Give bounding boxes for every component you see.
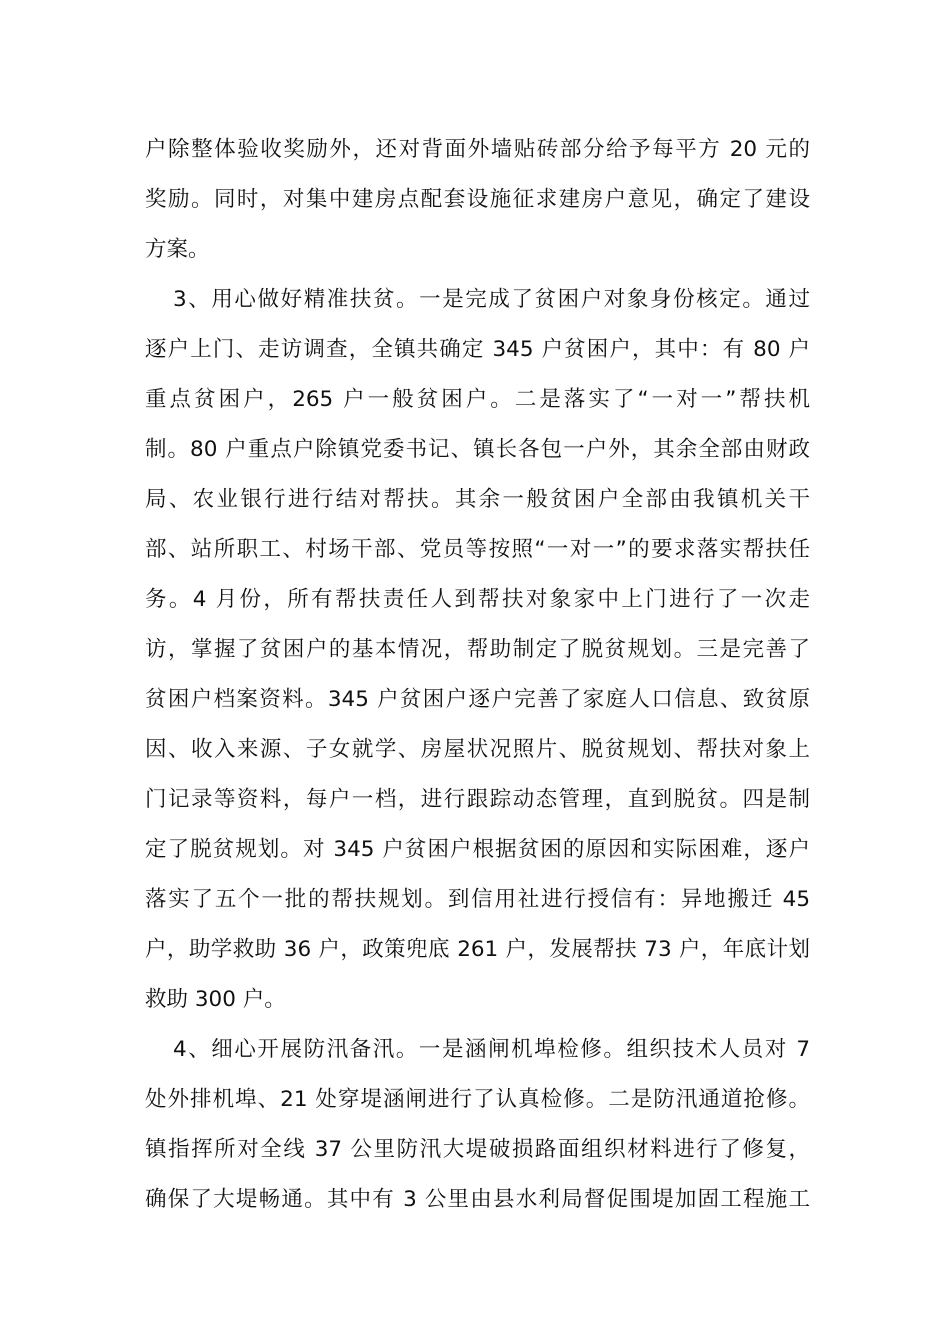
text-line: 门记录等资料，每户一档，进行跟踪动态管理，直到脱贫。四是制 bbox=[145, 787, 810, 812]
text-line: 镇指挥所对全线 37 公里防汛大堤破损路面组织材料进行了修复， bbox=[145, 1137, 810, 1162]
text-line: 务。4 月份，所有帮扶责任人到帮扶对象家中上门进行了一次走 bbox=[145, 587, 810, 612]
text-line: 局、农业银行进行结对帮扶。其余一般贫困户全部由我镇机关干 bbox=[145, 487, 810, 512]
text-line: 户，助学救助 36 户，政策兜底 261 户，发展帮扶 73 户，年底计划 bbox=[145, 937, 810, 962]
text-line: 处外排机埠、21 处穿堤涵闸进行了认真检修。二是防汛通道抢修。 bbox=[145, 1087, 810, 1112]
paragraph-heading-4: 4、细心开展防汛备汛。一是涵闸机埠检修。组织技术人员对 7 bbox=[173, 1037, 810, 1062]
text-line: 定了脱贫规划。对 345 户贫困户根据贫困的原因和实际困难，逐户 bbox=[145, 837, 810, 862]
text-line: 贫困户档案资料。345 户贫困户逐户完善了家庭人口信息、致贫原 bbox=[145, 687, 810, 712]
text-line: 奖励。同时，对集中建房点配套设施征求建房户意见，确定了建设 bbox=[145, 187, 810, 212]
text-line: 制。80 户重点户除镇党委书记、镇长各包一户外，其余全部由财政 bbox=[145, 437, 810, 462]
paragraph-heading-3: 3、用心做好精准扶贫。一是完成了贫困户对象身份核定。通过 bbox=[173, 287, 810, 312]
text-line: 户除整体验收奖励外，还对背面外墙贴砖部分给予每平方 20 元的 bbox=[145, 137, 810, 162]
text-line: 重点贫困户，265 户一般贫困户。二是落实了“一对一”帮扶机 bbox=[145, 387, 810, 412]
text-line: 部、站所职工、村场干部、党员等按照“一对一”的要求落实帮扶任 bbox=[145, 537, 810, 562]
text-line: 访，掌握了贫困户的基本情况，帮助制定了脱贫规划。三是完善了 bbox=[145, 637, 810, 662]
text-line: 因、收入来源、子女就学、房屋状况照片、脱贫规划、帮扶对象上 bbox=[145, 737, 810, 762]
text-line: 逐户上门、走访调查，全镇共确定 345 户贫困户，其中：有 80 户 bbox=[145, 337, 810, 362]
text-line: 确保了大堤畅通。其中有 3 公里由县水利局督促围堤加固工程施工 bbox=[145, 1187, 810, 1212]
text-line: 救助 300 户。 bbox=[145, 987, 286, 1012]
text-line: 方案。 bbox=[145, 237, 210, 262]
text-line: 落实了五个一批的帮扶规划。到信用社进行授信有：异地搬迁 45 bbox=[145, 887, 810, 912]
